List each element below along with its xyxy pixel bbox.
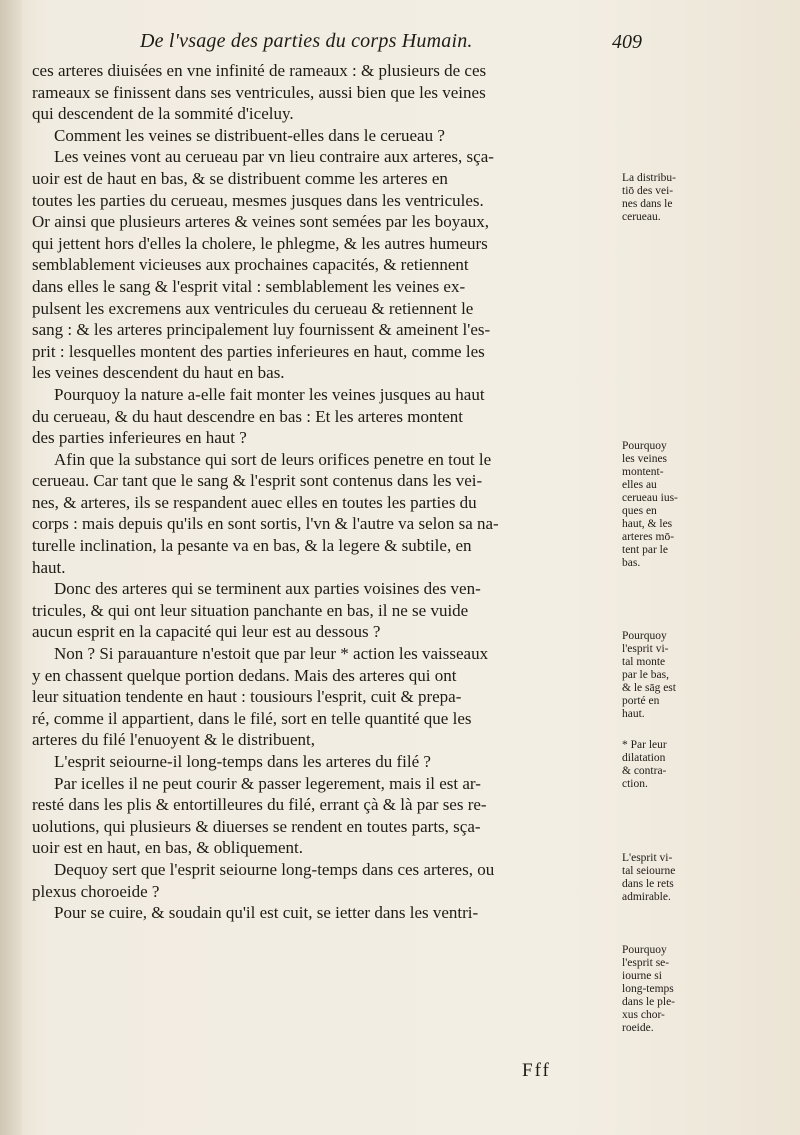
text-line: cerueau. Car tant que le sang & l'esprit sont contenus dans les vei- — [32, 471, 483, 491]
text-line: L'esprit seiourne-il long-temps dans les arteres du filé ? — [54, 752, 431, 771]
text-line: Par icelles il ne peut courir & passer legerement, mais il est ar- — [54, 773, 481, 793]
margin-note-line: Pourquoy — [622, 944, 667, 956]
text-line: ré, comme il appartient, dans le filé, sort en telle quantité que les — [32, 708, 472, 728]
margin-note-line: cerueau. — [622, 211, 661, 223]
margin-note-line: Pourquoy — [622, 630, 667, 642]
margin-note-line: nes dans le — [622, 198, 673, 210]
page-number: 409 — [612, 31, 642, 53]
margin-note-line: tent par le — [622, 544, 668, 556]
margin-note-line: arteres mō- — [622, 531, 675, 543]
margin-note-line: long-temps — [622, 983, 674, 995]
text-line: nes, & arteres, ils se respandent auec elles en toutes les parties du — [32, 492, 477, 512]
margin-note-line: Pourquoy — [622, 440, 667, 452]
text-line: Or ainsi que plusieurs arteres & veines sont semées par les boyaux, — [32, 212, 489, 232]
text-line: Dequoy sert que l'esprit seiourne long-temps dans ces arteres, ou — [54, 859, 495, 879]
text-line: qui descendent de la sommité d'iceluy. — [32, 104, 294, 124]
margin-note-line: dans le ple- — [622, 996, 676, 1008]
margin-note-line: haut. — [622, 708, 645, 720]
text-line: uoir est de haut en bas, & se distribuent comme les arteres en — [32, 168, 448, 188]
text-line: ces arteres diuisées en vne infinité de rameaux : & plusieurs de ces — [32, 61, 487, 80]
signature-mark: Fff — [522, 1060, 551, 1081]
margin-note-line: xus chor- — [622, 1009, 665, 1021]
margin-note-line: ction. — [622, 778, 648, 790]
text-line: semblablement vicieuses aux prochaines capacités, & retiennent — [32, 255, 469, 275]
text-line: uoir est en haut, en bas, & obliquement. — [32, 838, 303, 858]
text-line: turelle inclination, la pesante va en bas, & la legere & subtile, en — [32, 536, 472, 556]
margin-note-line: par le bas, — [622, 669, 669, 681]
margin-note-line: tiō des vei- — [622, 185, 674, 197]
margin-note-line: montent- — [622, 466, 664, 478]
margin-note-line: tal monte — [622, 656, 666, 668]
main-text-column — [32, 60, 614, 924]
margin-note-line: iourne si — [622, 970, 662, 982]
text-line: du cerueau, & du haut descendre en bas : Et les arteres montent — [32, 406, 463, 426]
text-line: arteres du filé l'enuoyent & le distribuent, — [32, 730, 316, 750]
margin-note-line: La distribu- — [622, 172, 676, 184]
text-line: aucun esprit en la capacité qui leur est au dessous ? — [32, 622, 381, 642]
margin-note — [622, 630, 676, 721]
page-gutter — [0, 0, 22, 1135]
margin-note-line: * Par leur — [622, 739, 667, 751]
text-line: Les veines vont au cerueau par vn lieu contraire aux arteres, sça- — [54, 147, 494, 167]
text-line: rameaux se finissent dans ses ventricules, aussi bien que les veines — [32, 82, 486, 102]
text-line: des parties inferieures en haut ? — [32, 428, 247, 448]
margin-note-line: bas. — [622, 557, 641, 569]
margin-note-line: porté en — [622, 695, 660, 707]
margin-note-line: L'esprit vi- — [622, 852, 673, 864]
text-line: Comment les veines se distribuent-elles dans le cerueau ? — [54, 125, 445, 145]
margin-note-line: & contra- — [622, 765, 667, 777]
margin-note-line: dans le rets — [622, 878, 674, 890]
margin-note — [622, 944, 675, 1035]
margin-note-line: haut, & les — [622, 518, 673, 530]
text-line: sang : & les arteres principalement luy fournissent & ameinent l'es- — [32, 320, 491, 340]
margin-note-line: cerueau ius- — [622, 492, 678, 504]
text-line: Non ? Si parauanture n'estoit que par leur * action les vaisseaux — [54, 644, 489, 664]
running-header-title: De l'vsage des parties du corps Humain. — [140, 30, 473, 52]
text-line: haut. — [32, 557, 66, 577]
margin-note — [622, 172, 676, 224]
text-line: uolutions, qui plusieurs & diuerses se rendent en toutes parts, sça- — [32, 816, 481, 836]
text-line: resté dans les plis & entortilleures du filé, errant çà & là par ses re- — [32, 795, 487, 815]
text-line: Pourquoy la nature a-elle fait monter les veines jusques au haut — [54, 384, 485, 404]
text-line: les veines descendent du haut en bas. — [32, 363, 285, 383]
text-line: toutes les parties du cerueau, mesmes jusques dans les ventricules. — [32, 190, 484, 210]
margin-note-line: tal seiourne — [622, 865, 676, 877]
margin-note-line: l'esprit se- — [622, 957, 670, 969]
text-line: Pour se cuire, & soudain qu'il est cuit, se ietter dans les ventri- — [54, 903, 479, 923]
margin-note — [622, 739, 667, 791]
text-line: plexus choroeide ? — [32, 881, 160, 901]
margin-note — [622, 440, 678, 570]
margin-note-line: roeide. — [622, 1022, 654, 1034]
text-line: corps : mais depuis qu'ils en sont sortis, l'vn & l'autre va selon sa na- — [32, 514, 499, 534]
text-line: y en chassent quelque portion dedans. Mais des arteres qui ont — [32, 665, 457, 685]
margin-note-line: & le sāg est — [622, 682, 676, 694]
text-line: leur situation tendente en haut : tousiours l'esprit, cuit & prepa- — [32, 687, 462, 707]
text-line: tricules, & qui ont leur situation panchante en bas, il ne se vuide — [32, 600, 469, 620]
margin-note-line: admirable. — [622, 891, 671, 903]
margin-note-line: dilatation — [622, 752, 666, 764]
text-line: Donc des arteres qui se terminent aux parties voisines des ven- — [54, 579, 481, 599]
text-line: pulsent les excremens aux ventricules du cerueau & retiennent le — [32, 298, 474, 318]
margin-note — [622, 852, 675, 904]
margin-note-line: elles au — [622, 479, 657, 491]
margin-note-line: ques en — [622, 505, 657, 517]
margin-note-line: l'esprit vi- — [622, 643, 669, 655]
text-line: qui jettent hors d'elles la cholere, le phlegme, & les autres humeurs — [32, 233, 488, 253]
text-line: prit : lesquelles montent des parties inferieures en haut, comme les — [32, 341, 485, 361]
text-line: dans elles le sang & l'esprit vital : semblablement les veines ex- — [32, 276, 466, 296]
margin-note-line: les veines — [622, 453, 668, 465]
text-line: Afin que la substance qui sort de leurs orifices penetre en tout le — [54, 449, 492, 469]
